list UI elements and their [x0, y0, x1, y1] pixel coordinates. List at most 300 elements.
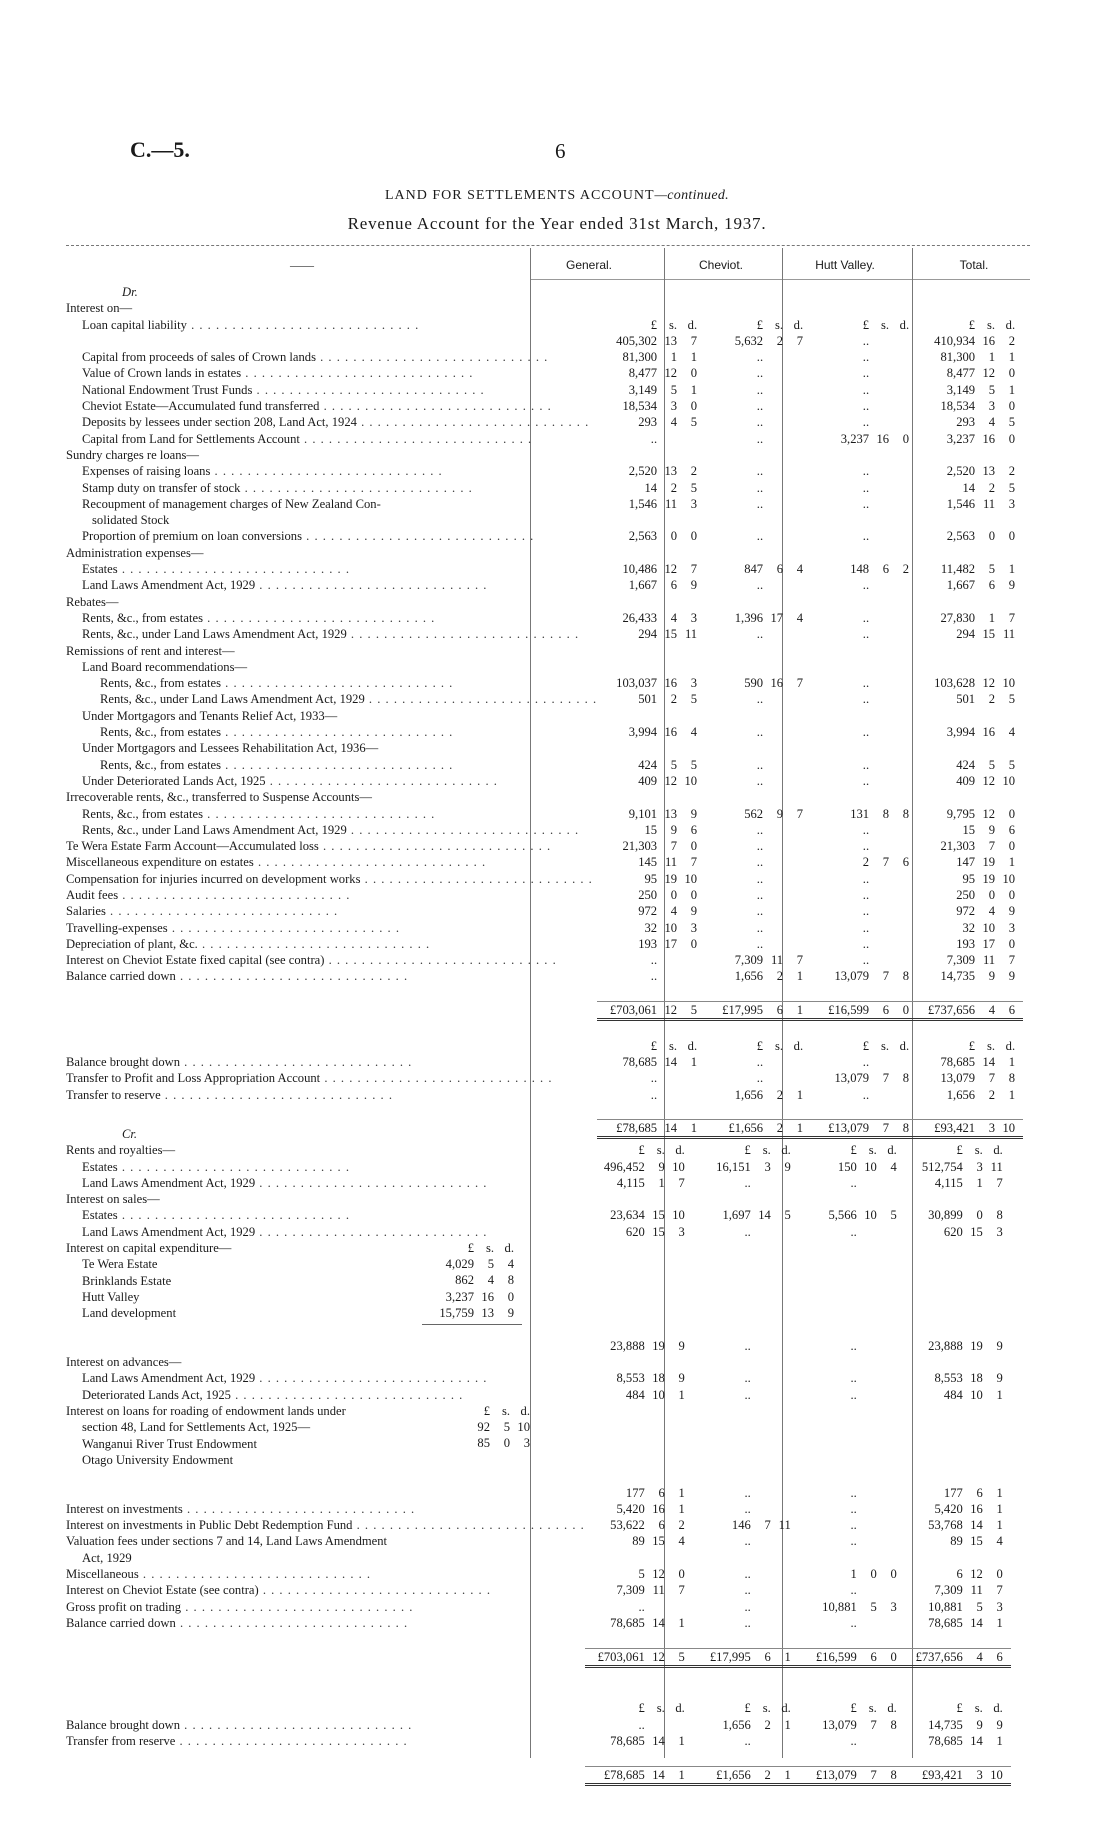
- account-row: [66, 952, 1023, 968]
- amount-total: [917, 512, 1023, 528]
- amount-hutt: [811, 838, 917, 854]
- account-row: [66, 1550, 1011, 1566]
- shillings: 16: [876, 431, 890, 446]
- amount-general: [585, 1485, 693, 1501]
- pounds: 293: [638, 415, 658, 430]
- row-label-text: Land Laws Amendment Act, 1929: [82, 578, 256, 593]
- pence: 11: [1002, 627, 1016, 642]
- account-row: [66, 985, 1023, 1002]
- amount-general: [597, 1054, 705, 1070]
- amount-cheviot: [705, 740, 811, 756]
- amount-total: [917, 1103, 1023, 1120]
- amount-hutt: [811, 1020, 917, 1038]
- amount-total: [917, 806, 1023, 822]
- row-label: [66, 1126, 585, 1142]
- row-label: [66, 985, 597, 1002]
- pence: 6: [690, 822, 698, 837]
- pence: 1: [996, 1501, 1003, 1516]
- row-label-text: Valuation fees under sections 7 and 14, Land Laws Amendment: [66, 1534, 388, 1549]
- pence: 10: [1002, 676, 1016, 691]
- shillings: s.: [669, 317, 678, 332]
- row-label-text: Proportion of premium on loan conversions: [82, 529, 303, 544]
- amount-total: [917, 691, 1023, 707]
- amount-cheviot: [693, 1648, 799, 1666]
- row-label-text: Compensation for injuries incurred on development works: [66, 871, 361, 886]
- amount-cheviot: [705, 1070, 811, 1086]
- row-label-text: Land development: [82, 1306, 177, 1321]
- amount-total: [917, 724, 1023, 740]
- pence: 7: [796, 806, 804, 821]
- account-row: [66, 1452, 1011, 1468]
- pounds: £: [756, 317, 764, 332]
- pounds: 590: [744, 676, 764, 691]
- shillings: 0: [988, 529, 996, 544]
- amount-cheviot: [693, 1582, 799, 1598]
- dot-leader: . . . . . . . . . . . . . . . . . . . . . . . . . . . .: [240, 480, 473, 495]
- amount-cheviot: [693, 1142, 799, 1158]
- account-row: [66, 1717, 1011, 1733]
- shillings: 10: [970, 1387, 983, 1402]
- amount-general: [597, 773, 705, 789]
- row-label: [66, 1207, 585, 1223]
- amount-hutt: [811, 936, 917, 952]
- row-label-text: Interest on investments in Public Debt Redemption Fund: [66, 1518, 353, 1533]
- shillings: 1: [988, 350, 996, 365]
- pounds: 1,546: [628, 496, 658, 511]
- row-label: [66, 463, 597, 479]
- pounds: £1,656: [728, 1121, 764, 1136]
- amount-hutt: [799, 1566, 905, 1582]
- pence: 4: [678, 1534, 685, 1549]
- pence: 8: [890, 1767, 897, 1782]
- pounds: 21,303: [940, 839, 976, 854]
- pounds: 13,079: [822, 1717, 857, 1732]
- shillings: s.: [762, 1701, 771, 1716]
- pounds: 23,888: [610, 1338, 645, 1353]
- pence: 0: [678, 1567, 685, 1582]
- amount-general: [597, 1103, 705, 1120]
- account-row: [66, 1749, 1011, 1766]
- pence: 9: [678, 1338, 685, 1353]
- shillings: 6: [776, 562, 784, 577]
- amount-cheviot: [693, 1322, 799, 1338]
- pence: 9: [507, 1305, 514, 1320]
- row-label: [66, 1087, 597, 1103]
- shillings: s.: [987, 317, 996, 332]
- pounds: 81,300: [622, 350, 658, 365]
- pounds: 1,656: [734, 1087, 764, 1102]
- pounds: 2,520: [628, 464, 658, 479]
- pounds: 4,115: [616, 1175, 645, 1190]
- row-label: [66, 1599, 585, 1615]
- shillings: 9: [976, 1717, 983, 1732]
- pounds: 501: [638, 692, 658, 707]
- amount-hutt: [799, 1582, 905, 1598]
- row-label: [66, 1485, 585, 1501]
- amount-cheviot: [693, 1305, 799, 1321]
- shillings: 2: [776, 333, 784, 348]
- pounds: 131: [850, 806, 870, 821]
- column-header-rule: [530, 279, 1030, 280]
- pence: 2: [902, 562, 910, 577]
- dot-leader: . . . . . . . . . . . . . . . . . . . . . . . . . . . .: [221, 757, 454, 772]
- pounds: 8,477: [946, 366, 976, 381]
- row-label-text: Miscellaneous: [66, 1567, 139, 1582]
- amount-total: [917, 398, 1023, 414]
- pounds: 145: [638, 855, 658, 870]
- pounds: ..: [850, 1224, 857, 1239]
- amount-hutt: [811, 610, 917, 626]
- pounds: 78,685: [610, 1733, 645, 1748]
- shillings: 16: [481, 1289, 494, 1304]
- pence: 8: [902, 806, 910, 821]
- amount-hutt: [811, 740, 917, 756]
- shillings: 6: [870, 1649, 877, 1664]
- pence: 0: [690, 399, 698, 414]
- shillings: 6: [776, 1003, 784, 1018]
- shillings: 11: [982, 496, 996, 511]
- amount-hutt: [811, 724, 917, 740]
- pounds: ..: [862, 464, 870, 479]
- amount-hutt: [811, 480, 917, 496]
- account-row: [66, 1224, 1011, 1240]
- amount-general: [585, 1550, 693, 1566]
- shillings: 5: [670, 382, 678, 397]
- row-label: [66, 447, 597, 463]
- shillings: 0: [670, 887, 678, 902]
- row-label: [66, 643, 597, 659]
- pounds: £: [956, 1143, 963, 1158]
- dot-leader: . . . . . . . . . . . . . . . . . . . . . . . . . . . .: [255, 578, 488, 593]
- pounds: 1,697: [722, 1208, 751, 1223]
- row-label-text: Estates: [82, 562, 118, 577]
- amount-hutt: [799, 1700, 905, 1716]
- pounds: ..: [862, 725, 870, 740]
- amount-hutt: [799, 1533, 905, 1549]
- amount-general: [585, 1733, 693, 1749]
- shillings: 4: [670, 610, 678, 625]
- pence: 8: [507, 1273, 514, 1288]
- pence: 9: [784, 1159, 791, 1174]
- shillings: s.: [762, 1143, 771, 1158]
- amount-general: [597, 952, 705, 968]
- amount-hutt: [811, 903, 917, 919]
- row-label: [66, 610, 597, 626]
- dot-leader: . . . . . . . . . . . . . . . . . . . . . . . . . . . .: [160, 1087, 393, 1102]
- shillings: 9: [776, 806, 784, 821]
- amount-total: [905, 1175, 1011, 1191]
- pounds: ..: [756, 350, 764, 365]
- account-row: [66, 1322, 1011, 1338]
- amount-total: [905, 1338, 1011, 1354]
- row-label-text: Value of Crown lands in estates: [82, 366, 242, 381]
- pence: 1: [796, 969, 804, 984]
- pounds: ..: [862, 757, 870, 772]
- amount-general: [597, 512, 705, 528]
- account-row: [66, 789, 1023, 805]
- row-label-text: Audit fees: [66, 887, 119, 902]
- account-row: [66, 1370, 1011, 1386]
- shillings: 13: [664, 333, 678, 348]
- pounds: 5: [638, 1567, 645, 1582]
- amount-cheviot: [693, 1256, 799, 1272]
- amount-cheviot: [693, 1207, 799, 1223]
- row-label: [66, 659, 597, 675]
- amount-general: [585, 1766, 693, 1784]
- shillings: 7: [882, 1071, 890, 1086]
- total-row: [66, 1766, 1011, 1784]
- row-label-text: Interest on sales—: [66, 1192, 160, 1207]
- row-label-text: Capital from Land for Settlements Account: [82, 431, 300, 446]
- account-row: [66, 1733, 1011, 1749]
- account-row: [66, 1038, 1023, 1054]
- amount-total: [917, 300, 1023, 316]
- shillings: 19: [970, 1338, 983, 1353]
- pounds: 103,628: [934, 676, 976, 691]
- dot-leader: . . . . . . . . . . . . . . . . . . . . . . . . . . . .: [315, 350, 549, 365]
- account-row: [66, 854, 1023, 870]
- shillings: 7: [870, 1717, 877, 1732]
- shillings: 15: [652, 1224, 665, 1239]
- amount-hutt: [799, 1256, 905, 1272]
- row-label-text: Land Laws Amendment Act, 1929: [82, 1175, 256, 1190]
- amount-hutt: [811, 887, 917, 903]
- pounds: 1,656: [722, 1717, 751, 1732]
- shillings: 7: [670, 839, 678, 854]
- amount-hutt: [799, 1717, 905, 1733]
- pounds: 6: [956, 1567, 963, 1582]
- dot-leader: . . . . . . . . . . . . . . . . . . . . . . . . . . . .: [302, 529, 535, 544]
- amount-cheviot: [705, 626, 811, 642]
- shillings: 2: [776, 969, 784, 984]
- account-row: [66, 317, 1023, 333]
- shillings: 14: [652, 1615, 665, 1630]
- dot-leader: . . . . . . . . . . . . . . . . . . . . . . . . . . . .: [175, 969, 409, 984]
- amount-hutt: [799, 1370, 905, 1386]
- pounds: 1,396: [734, 610, 764, 625]
- amount-cheviot: [693, 1436, 799, 1452]
- amount-hutt: [811, 300, 917, 316]
- row-label-text: Act, 1929: [82, 1550, 132, 1565]
- amount-total: [917, 463, 1023, 479]
- shillings: 0: [670, 529, 678, 544]
- pounds: 4,029: [445, 1256, 474, 1271]
- pounds: £: [650, 317, 658, 332]
- pounds: ..: [744, 1485, 751, 1500]
- row-label: [66, 1175, 585, 1191]
- amount-hutt: [811, 561, 917, 577]
- shillings: s.: [881, 1038, 890, 1053]
- row-label: [66, 1103, 597, 1120]
- amount-total: [917, 317, 1023, 333]
- shillings: s.: [775, 317, 784, 332]
- amount-total: [917, 968, 1023, 984]
- row-label-text: Rents, &c., from estates: [100, 725, 222, 740]
- pounds: 92: [477, 1419, 490, 1434]
- shillings: 3: [976, 1767, 983, 1782]
- pounds: 89: [950, 1534, 963, 1549]
- amount-hutt: [799, 1599, 905, 1615]
- amount-general: [585, 1207, 693, 1223]
- amount-general: [585, 1191, 693, 1207]
- pence: 4: [690, 725, 698, 740]
- pence: 1: [784, 1717, 791, 1732]
- document-reference: C.—5.: [130, 137, 190, 162]
- pence: 9: [1008, 969, 1016, 984]
- pence: 2: [1008, 333, 1016, 348]
- shillings: 7: [882, 855, 890, 870]
- pounds: ..: [756, 887, 764, 902]
- pounds: ..: [744, 1733, 751, 1748]
- pence: d.: [675, 1701, 685, 1716]
- amount-cheviot: [693, 1370, 799, 1386]
- amount-total: [917, 480, 1023, 496]
- pence: 1: [996, 1485, 1003, 1500]
- amount-cheviot: [705, 577, 811, 593]
- pence: d.: [687, 1038, 698, 1053]
- pence: 0: [1008, 839, 1016, 854]
- pence: 3: [1008, 496, 1016, 511]
- account-row: [66, 1666, 1011, 1684]
- amount-cheviot: [705, 691, 811, 707]
- account-title-text: LAND FOR SETTLEMENTS ACCOUNT: [385, 188, 655, 203]
- row-label: [66, 561, 597, 577]
- pence: 4: [507, 1256, 514, 1271]
- amount-total: [917, 333, 1023, 349]
- shillings: 4: [487, 1273, 494, 1288]
- pounds: ..: [850, 1501, 857, 1516]
- row-label: [66, 1224, 585, 1240]
- account-row: [66, 1191, 1011, 1207]
- pounds: 3,149: [628, 382, 658, 397]
- total-row: [66, 1648, 1011, 1666]
- account-row: [66, 724, 1023, 740]
- pounds: 95: [644, 871, 658, 886]
- shillings: 5: [503, 1419, 510, 1434]
- pounds: 15,759: [439, 1305, 474, 1320]
- amount-general: [585, 1717, 693, 1733]
- amount-general: [585, 1403, 693, 1419]
- pounds: ..: [744, 1371, 751, 1386]
- pounds: £16,599: [815, 1649, 857, 1664]
- amount-hutt: [811, 854, 917, 870]
- dot-leader: . . . . . . . . . . . . . . . . . . . . . . . . . . . .: [253, 855, 487, 870]
- pounds: 15: [644, 822, 658, 837]
- amount-cheviot: [705, 643, 811, 659]
- pence: 9: [1008, 578, 1016, 593]
- amount-general: [585, 1648, 693, 1666]
- row-label-text: Balance carried down: [66, 969, 176, 984]
- row-label: [66, 1387, 585, 1403]
- row-label: [66, 1550, 585, 1566]
- shillings: 19: [982, 871, 996, 886]
- pounds: 13,079: [834, 1071, 870, 1086]
- amount-general: [597, 317, 705, 333]
- pence: 9: [996, 1338, 1003, 1353]
- amount-cheviot: [705, 854, 811, 870]
- pounds: 3,994: [628, 725, 658, 740]
- row-label-text: Land Board recommendations—: [82, 659, 248, 674]
- account-row: [66, 903, 1023, 919]
- row-label: [66, 822, 597, 838]
- pence: 6: [1008, 822, 1016, 837]
- account-row: [66, 887, 1023, 903]
- pounds: 78,685: [928, 1733, 963, 1748]
- account-row: [66, 1054, 1023, 1070]
- account-row: [66, 1175, 1011, 1191]
- amount-total: [905, 1533, 1011, 1549]
- dot-leader: . . . . . . . . . . . . . . . . . . . . . . . . . . . .: [252, 382, 485, 397]
- dot-leader: . . . . . . . . . . . . . . . . . . . . . . . . . . . .: [210, 464, 443, 479]
- amount-general: [585, 1289, 693, 1305]
- pounds: ..: [650, 1087, 658, 1102]
- pence: 10: [672, 1159, 685, 1174]
- shillings: 3: [988, 1121, 996, 1136]
- pounds: ..: [756, 725, 764, 740]
- pounds: 1,667: [628, 578, 658, 593]
- amount-total: [917, 936, 1023, 952]
- pounds: 409: [638, 773, 658, 788]
- amount-total: [905, 1354, 1011, 1370]
- amount-total: [917, 577, 1023, 593]
- pounds: 1,656: [946, 1087, 976, 1102]
- pounds: ..: [862, 953, 870, 968]
- amount-general: [585, 1517, 693, 1533]
- pence: 6: [902, 855, 910, 870]
- amount-total: [917, 1038, 1023, 1054]
- amount-general: [597, 985, 705, 1002]
- dot-leader: . . . . . . . . . . . . . . . . . . . . . . . . . . . .: [221, 676, 454, 691]
- shillings: 5: [487, 1256, 494, 1271]
- pounds: ..: [862, 333, 870, 348]
- dot-leader: . . . . . . . . . . . . . . . . . . . . . . . . . . . .: [181, 1599, 414, 1614]
- account-row: [66, 920, 1023, 936]
- amount-hutt: [811, 920, 917, 936]
- dot-leader: . . . . . . . . . . . . . . . . . . . . . . . . . . . .: [180, 1054, 413, 1069]
- shillings: 11: [770, 953, 784, 968]
- pounds: ..: [862, 904, 870, 919]
- amount-total: [905, 1485, 1011, 1501]
- pounds: ..: [850, 1733, 857, 1748]
- row-label: [66, 1054, 597, 1070]
- dot-leader: . . . . . . . . . . . . . . . . . . . . . . . . . . . .: [320, 1071, 553, 1086]
- row-label-text: Interest on investments: [66, 1501, 183, 1516]
- pence: d.: [793, 317, 804, 332]
- amount-total: [905, 1615, 1011, 1631]
- pounds: ..: [756, 904, 764, 919]
- pounds: ..: [744, 1224, 751, 1239]
- pounds: ..: [744, 1175, 751, 1190]
- amount-hutt: [811, 349, 917, 365]
- pounds: 26,433: [622, 610, 658, 625]
- pounds: ..: [650, 1071, 658, 1086]
- pounds: 8,553: [616, 1371, 645, 1386]
- amount-hutt: [799, 1419, 905, 1435]
- pounds: 78,685: [928, 1615, 963, 1630]
- amount-general: [585, 1615, 693, 1631]
- shillings: 13: [664, 464, 678, 479]
- row-label-text: Deposits by lessees under section 208, Land Act, 1924: [82, 415, 357, 430]
- row-label: [66, 1700, 585, 1716]
- amount-cheviot: [705, 300, 811, 316]
- row-label-text: Te Wera Estate: [82, 1257, 158, 1272]
- pounds: 53,768: [928, 1518, 963, 1533]
- shillings: s.: [501, 1403, 510, 1418]
- account-row: [66, 545, 1023, 561]
- amount-general: [585, 1273, 693, 1289]
- pounds: 501: [956, 692, 976, 707]
- pounds: 146: [731, 1518, 751, 1533]
